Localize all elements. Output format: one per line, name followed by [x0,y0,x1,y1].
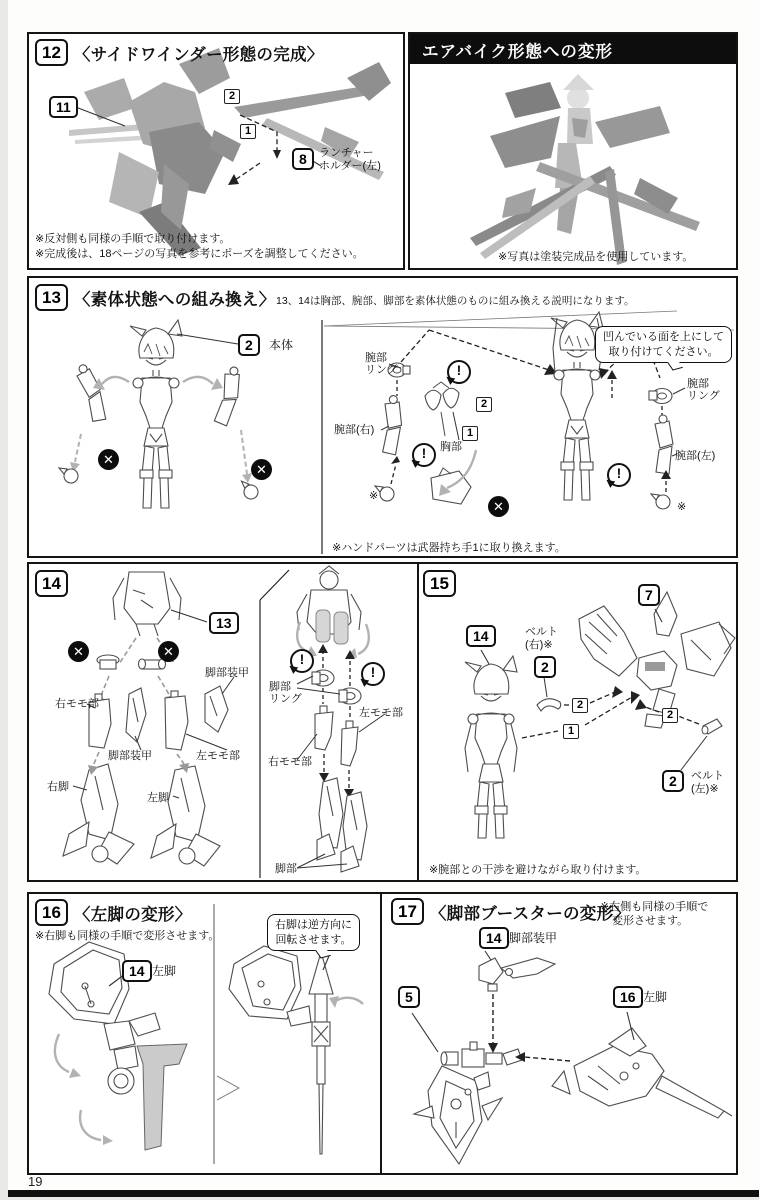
panel-step13 [27,276,738,558]
panel-step12 [27,32,405,270]
step17-illustration [382,894,736,1173]
panel-step17 [380,892,738,1175]
left-leg-label: 左脚 [147,792,169,804]
arm-ring-right-label-2: リング [687,390,720,402]
leg-armor-label-2: 脚部装甲 [108,750,152,762]
step-number-12: 12 [35,39,68,66]
step12-title: 〈サイドワインダー形態の完成〉 [73,45,324,64]
leg-armor-label: 脚部装甲 [205,667,249,679]
arm-ring-label-2: リング [365,364,398,376]
launcher-holder-label-2: ホルダー(左) [319,160,381,172]
right-thigh-label-2: 右モモ部 [268,756,312,768]
airbike-header [410,34,736,64]
airbike-note: ※写真は塗装完成品を使用しています。 [498,251,694,263]
scan-edge-bar [8,1190,759,1197]
page-number: 19 [28,1174,43,1189]
step-number-14: 14 [35,570,68,597]
callout-line-1: 凹んでいる面を上にして [603,331,724,343]
step-number-16: 16 [35,899,68,926]
connector-2: 2 [572,698,588,713]
belt-right-label-2: (右)※ [525,639,553,651]
warning-icon: ! [361,662,385,686]
step12-note-1: ※反対側も同様の手順で取り付けます。 [35,233,231,245]
step-number-17: 17 [391,898,424,925]
remove-icon: ✕ [251,459,272,480]
callout-line-1: 右脚は逆方向に [275,919,352,931]
panel-step15 [417,562,738,882]
arm-left-label: 腕部(左) [675,450,716,462]
belt-left-label-2: (左)※ [691,783,719,795]
leg-ring-label-1: 脚部 [269,681,291,693]
part-number-13: 13 [209,612,239,634]
launcher-holder-label-1: ランチャー [319,147,374,159]
part-number-14: 14 [466,625,496,647]
part-number-7: 7 [638,584,660,606]
step16-title: 〈左脚の変形〉 [73,905,192,924]
airbike-title: エアバイク形態への変形 [422,43,613,61]
body-label: 本体 [269,338,294,352]
left-leg-label: 左脚 [152,964,177,978]
step-number-13: 13 [35,284,68,311]
step13-title: 〈素体状態への組み換え〉 [73,290,276,309]
step12-note-2: ※完成後は、18ページの写真を参考にポーズを調整してください。 [35,248,364,260]
part-number-8: 8 [292,148,314,170]
warning-icon: ! [412,443,436,467]
remove-icon: ✕ [68,641,89,662]
part-number-2: 2 [238,334,260,356]
part-number-2: 2 [662,770,684,792]
part-number-5: 5 [398,986,420,1008]
step13-footnote: ※ハンドパーツは武器持ち手1に取り換えます。 [332,542,566,554]
right-leg-label: 右脚 [47,781,69,793]
part-number-16: 16 [613,986,643,1008]
arm-ring-label-1: 腕部 [365,352,387,364]
remove-icon: ✕ [98,449,119,470]
connector-1: 1 [240,124,256,139]
legs-label: 脚部 [275,863,297,875]
reference-mark: ※ [369,490,379,502]
belt-right-label-1: ベルト [525,626,558,638]
chest-label: 胸部 [440,441,462,453]
connector-1: 1 [563,724,579,739]
callout-line-2: 回転させます。 [275,933,352,946]
connector-2: 2 [662,708,678,723]
warning-icon: ! [290,649,314,673]
panel-step16 [27,892,382,1175]
arm-ring-right-label-1: 腕部 [687,378,709,390]
part-number-2: 2 [534,656,556,678]
right-thigh-label: 右モモ部 [55,698,99,710]
step15-footnote: ※腕部との干渉を避けながら取り付けます。 [429,864,647,876]
step17-title: 〈脚部ブースターの変形〉 [429,904,631,923]
connector-1: 1 [462,426,478,441]
arm-right-label: 腕部(右) [334,424,375,436]
warning-icon: ! [607,463,631,487]
step13-subtitle: 13、14は胸部、腕部、脚部を素体状態のものに組み換える説明になります。 [276,295,635,307]
recessed-face-callout [595,326,732,363]
belt-left-label-1: ベルト [691,770,724,782]
leg-armor-label: 脚部装甲 [509,931,558,945]
step-number-15: 15 [423,570,456,597]
step16-note: ※右脚も同様の手順で変形させます。 [35,930,220,942]
remove-icon: ✕ [488,496,509,517]
step17-note-2: 変形させます。 [612,915,689,927]
left-thigh-label: 左モモ部 [196,750,240,762]
rotate-opposite-callout [267,914,360,951]
remove-icon: ✕ [158,641,179,662]
reference-mark: ※ [677,501,687,513]
left-thigh-label-2: 左モモ部 [359,707,403,719]
callout-line-2: 取り付けてください。 [608,345,719,358]
panel-step14 [27,562,419,882]
connector-2: 2 [224,89,240,104]
panel-airbike [408,32,738,270]
part-number-14: 14 [479,927,509,949]
step17-note-1: ※右側も同様の手順で [600,901,709,913]
part-number-14: 14 [122,960,152,982]
step15-illustration [419,564,736,880]
airbike-photo-illustration [410,34,736,268]
left-leg-label: 左脚 [643,990,668,1004]
connector-2: 2 [476,397,492,412]
warning-icon: ! [447,360,471,384]
part-number-11: 11 [49,96,78,118]
leg-ring-label-2: リング [269,693,302,705]
step13-illustration [29,278,736,556]
